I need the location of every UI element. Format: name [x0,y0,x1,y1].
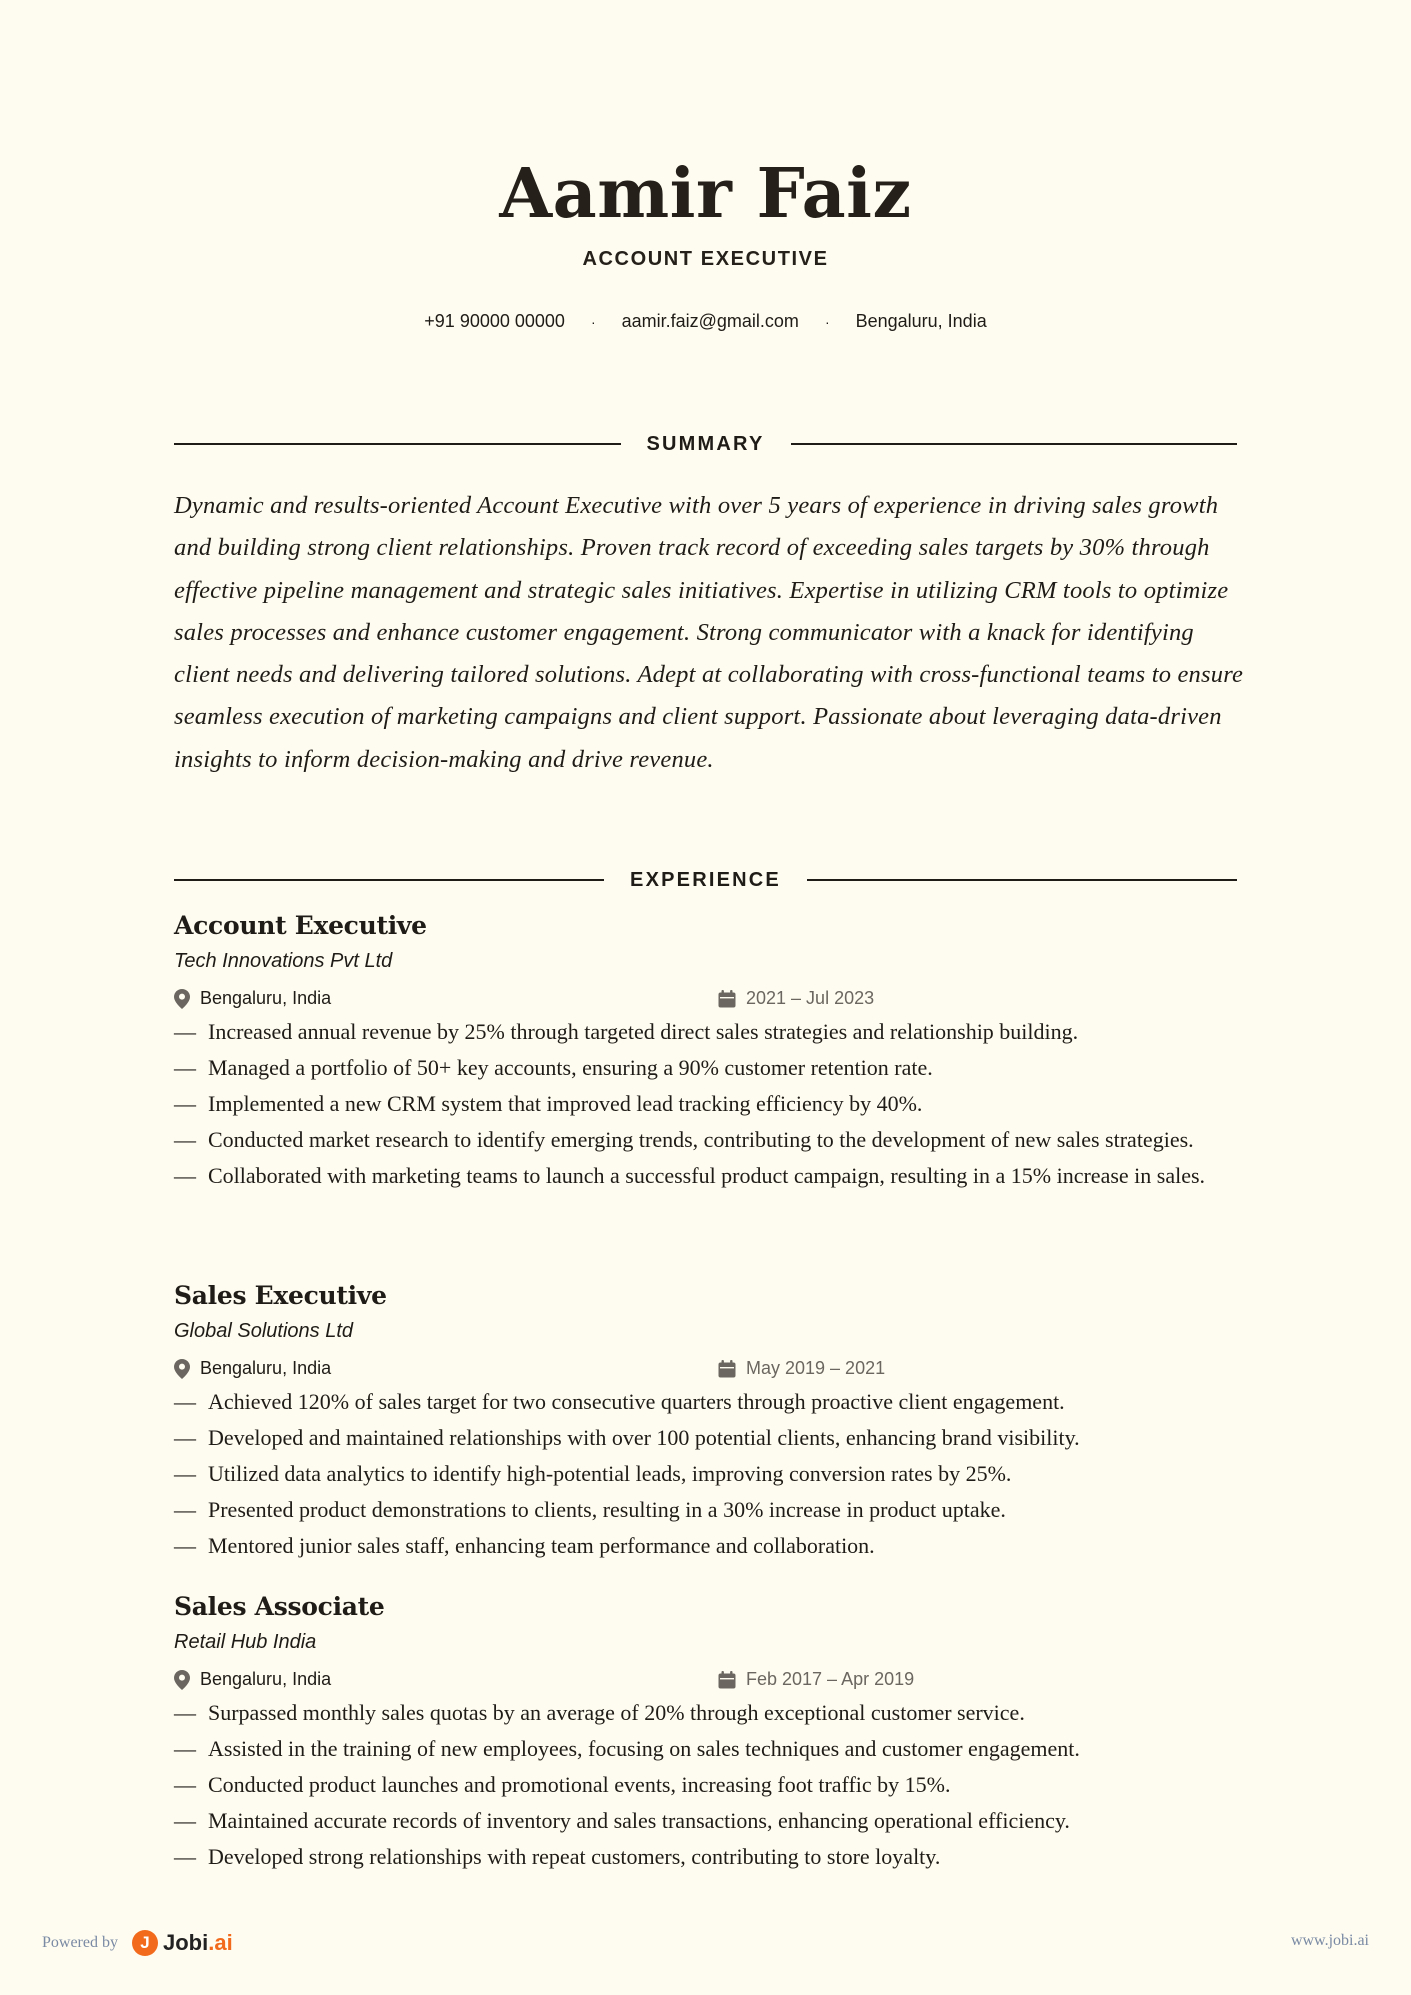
bullet-dash: — [174,1163,196,1188]
contact-line [0,311,1411,332]
bullet-dash: — [174,1425,196,1450]
bullet-text: Maintained accurate records of inventory and sales transactions, enhancing operational efficiency. [208,1808,1070,1833]
section-divider [791,443,1238,445]
job-title: Sales Associate [174,1592,385,1621]
bullet-item [174,1460,1254,1488]
job-title: Account Executive [174,911,427,940]
job-location [174,988,331,1009]
bullet-item [174,1090,1254,1118]
job-title: Sales Executive [174,1281,387,1310]
candidate-role: ACCOUNT EXECUTIVE [582,248,829,270]
job-meta [174,1665,1254,1693]
job-bullets [174,1018,1254,1190]
resume-header [0,154,1411,332]
website-link[interactable]: www.jobi.ai [1290,1932,1369,1949]
bullet-text: Mentored junior sales staff, enhancing team performance and collaboration. [208,1533,875,1558]
bullet-text: Presented product demonstrations to clients, resulting in a 30% increase in product uptake. [208,1497,1006,1522]
company-name: Tech Innovations Pvt Ltd [174,950,393,972]
job-location-text: Bengaluru, India [200,1358,332,1378]
bullet-item [174,1496,1254,1524]
job-dates [718,1358,885,1379]
bullet-item [174,1126,1254,1154]
contact-separator: · [824,313,830,330]
bullet-text: Managed a portfolio of 50+ key accounts, ensuring a 90% customer retention rate. [208,1055,933,1080]
bullet-item [174,1162,1254,1190]
map-pin-icon [174,1670,200,1690]
bullet-dash: — [174,1772,196,1797]
brand-name: Jobi [162,1930,209,1955]
job-meta [174,1354,1254,1382]
bullet-item [174,1424,1254,1452]
company-name: Global Solutions Ltd [174,1320,354,1342]
bullet-dash: — [174,1736,196,1761]
bullet-item [174,1532,1254,1560]
powered-by-label: Powered by [42,1934,118,1951]
job-location [174,1669,331,1690]
candidate-name: Aamir Faiz [499,154,912,234]
bullet-item [174,1735,1254,1763]
bullet-dash: — [174,1127,196,1152]
summary-text: Dynamic and results-oriented Account Executive with over 5 years of experience in driving sales growth and building strong client relationships. Proven track record of exceeding sales targets by 30% through effective pipeline management and strategic sales initiatives. Expertise in utilizing CRM tools to optimize sales processes and enhance customer engagement. Strong communicator with a knack for identifying client needs and delivering tailored solutions. Adept at collaborating with cross-functional teams to ensure seamless execution of marketing campaigns and client support. Passionate about leveraging data-driven insights to inform decision-making and drive revenue. [174,492,1244,773]
summary-title: SUMMARY [646,432,765,455]
section-divider [174,443,621,445]
experience-title: EXPERIENCE [630,868,781,891]
bullet-text: Assisted in the training of new employees, focusing on sales techniques and customer engagement. [208,1736,1080,1761]
bullet-text: Increased annual revenue by 25% through targeted direct sales strategies and relationship building. [208,1019,1079,1044]
bullet-text: Collaborated with marketing teams to launch a successful product campaign, resulting in a 15% increase in sales. [208,1163,1206,1188]
job-entry [174,910,1254,1198]
powered-by-footer [42,1930,233,1956]
bullet-text: Conducted product launches and promotional events, increasing foot traffic by 15%. [208,1772,951,1797]
bullet-dash: — [174,1055,196,1080]
job-entry [174,1280,1254,1568]
job-location-text: Bengaluru, India [200,988,332,1008]
job-entry [174,1591,1254,1879]
bullet-dash: — [174,1461,196,1486]
jobi-logo[interactable] [132,1930,233,1956]
experience-section-header [174,868,1237,892]
section-divider [807,879,1237,881]
summary-section-header [174,432,1237,456]
map-pin-icon [174,989,200,1009]
bullet-text: Conducted market research to identify emerging trends, contributing to the development of new sales strategies. [208,1127,1194,1152]
bullet-dash: — [174,1019,196,1044]
bullet-item [174,1771,1254,1799]
bullet-item [174,1807,1254,1835]
calendar-icon [718,990,746,1008]
bullet-text: Developed and maintained relationships with over 100 potential clients, enhancing brand visibility. [208,1425,1080,1450]
bullet-dash: — [174,1808,196,1833]
job-dates-text: May 2019 – 2021 [746,1358,886,1378]
bullet-item [174,1018,1254,1046]
bullet-text: Achieved 120% of sales target for two consecutive quarters through proactive client engagement. [208,1389,1065,1414]
map-pin-icon [174,1359,200,1379]
job-dates-text: 2021 – Jul 2023 [746,988,875,1008]
bullet-dash: — [174,1497,196,1522]
bullet-item [174,1843,1254,1871]
job-bullets [174,1699,1254,1871]
job-dates [718,988,874,1009]
bullet-dash: — [174,1844,196,1869]
bullet-dash: — [174,1389,196,1414]
contact-separator: · [590,313,596,330]
calendar-icon [718,1360,746,1378]
home-location: Bengaluru, India [855,311,987,331]
job-bullets [174,1388,1254,1560]
job-dates-text: Feb 2017 – Apr 2019 [746,1669,915,1689]
calendar-icon [718,1671,746,1689]
job-location [174,1358,331,1379]
bullet-item [174,1388,1254,1416]
phone-number[interactable]: +91 90000 00000 [424,311,565,331]
brand-suffix: .ai [208,1930,233,1955]
bullet-item [174,1054,1254,1082]
email-address[interactable]: aamir.faiz@gmail.com [621,311,799,331]
company-name: Retail Hub India [174,1631,317,1653]
section-divider [174,879,604,881]
bullet-dash: — [174,1700,196,1725]
bullet-text: Surpassed monthly sales quotas by an average of 20% through exceptional customer service. [208,1700,1025,1725]
jobi-logo-icon: J [132,1930,158,1956]
job-dates [718,1669,914,1690]
bullet-dash: — [174,1533,196,1558]
bullet-dash: — [174,1091,196,1116]
bullet-text: Developed strong relationships with repeat customers, contributing to store loyalty. [208,1844,941,1869]
bullet-text: Utilized data analytics to identify high-potential leads, improving conversion rates by 25%. [208,1461,1012,1486]
bullet-item [174,1699,1254,1727]
job-location-text: Bengaluru, India [200,1669,332,1689]
job-meta [174,984,1254,1012]
bullet-text: Implemented a new CRM system that improved lead tracking efficiency by 40%. [208,1091,923,1116]
